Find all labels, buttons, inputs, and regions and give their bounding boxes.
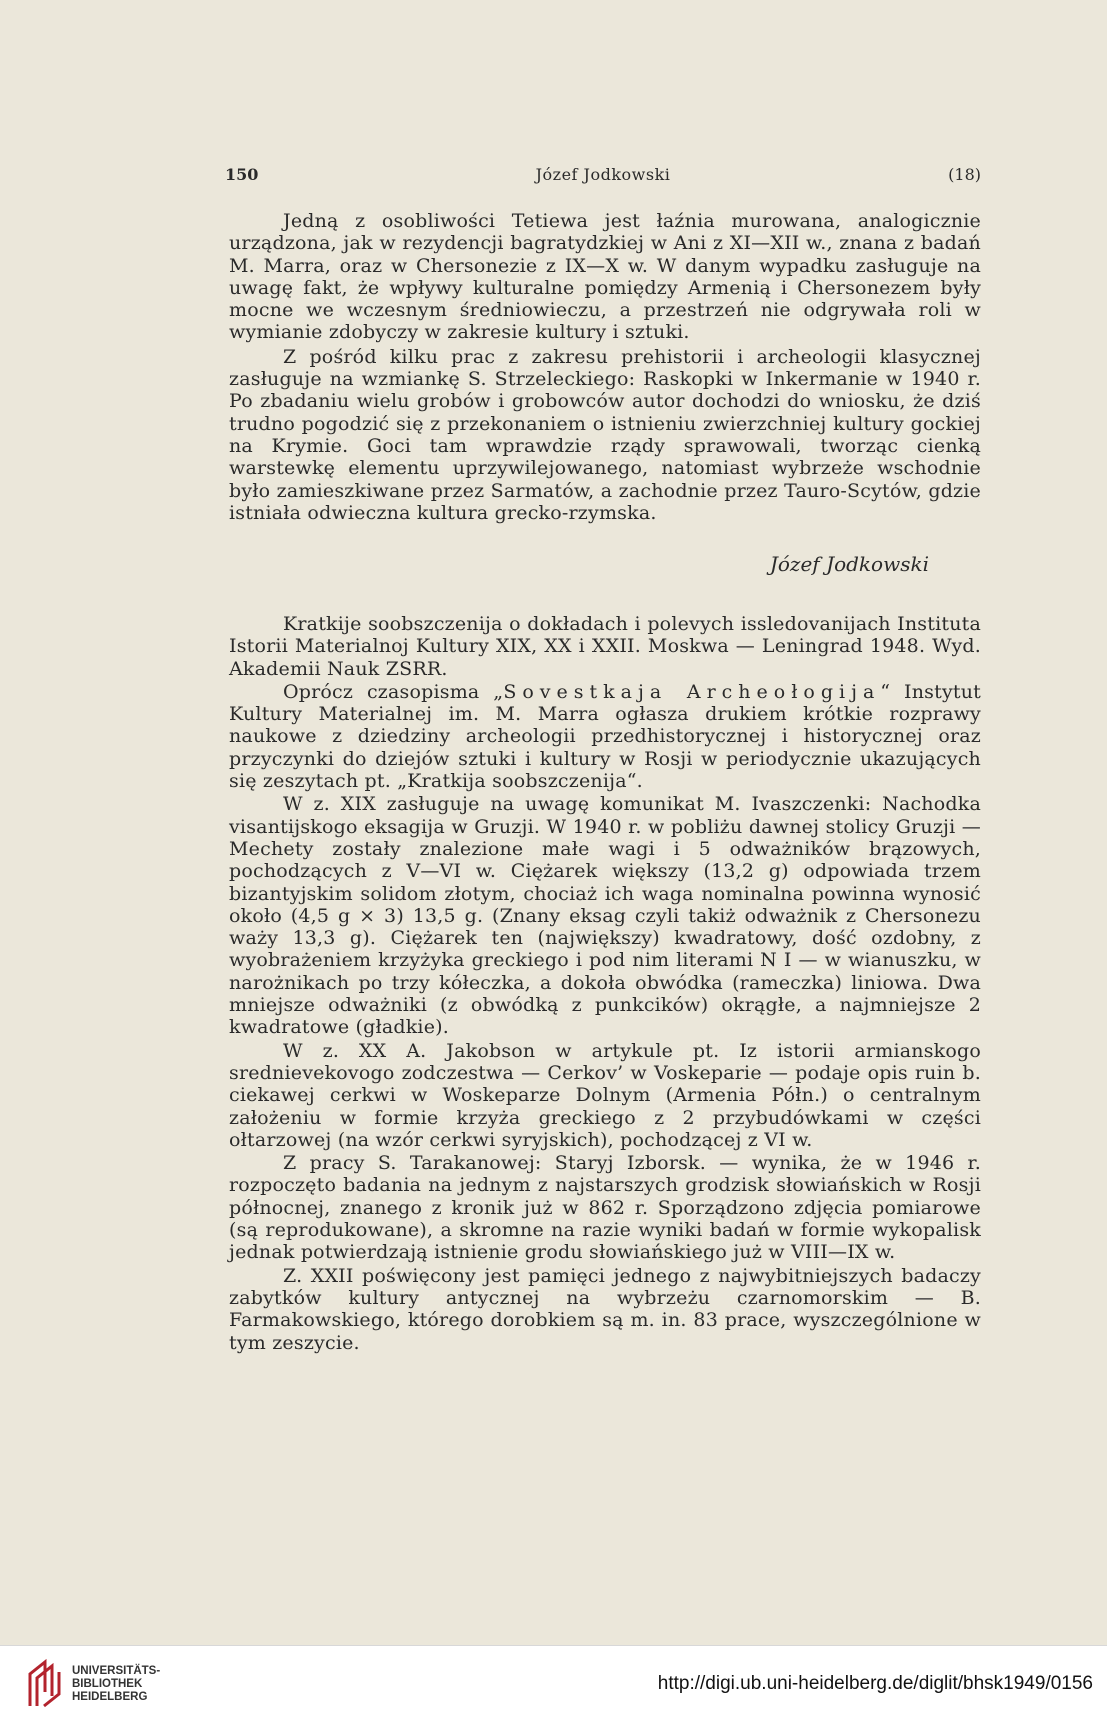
section-number: (18) (948, 165, 981, 184)
paragraph: Z pośród kilku prac z zakresu prehistorii i archeologii klasycznej zasługuje na wzmiankę S. Strzeleckiego: Raskopki w Inkermanie w 1940 r. Po zbadaniu wielu grobów i grobowców autor dochodzi do wniosku, że dziś trudno pogodzić się z przekonaniem o istnieniu zwierzchniej kultury gockiej na Krymie. Goci tam wprawdzie rządy sprawowali, tworząc cienką warstewkę elementu uprzywilejowanego, natomiast wybrzeże wschodnie było zamieszkiwane przez Sarmatów, a zachodnie przez Tauro-Scytów, gdzie istniała odwieczna kultura grecko-rzymska. (229, 345, 981, 524)
page-header (225, 165, 981, 191)
page-number: 150 (225, 165, 259, 184)
paragraph: W z. XX A. Jakobson w artykule pt. Iz istorii armianskogo srednievekovogo zodczestwa — Cerkov’ w Voskeparie — podaje opis ruin b. ciekawej cerkwi w Woskeparze Dolnym (Armenia Półn.) o centralnym założeniu w formie krzyża greckiego z 2 przybudówkami w części ołtarzowej (na wzór cerkwi syryjskich), pochodzącej z VI w. (229, 1039, 981, 1151)
paragraph: Jedną z osobliwości Tetiewa jest łaźnia murowana, analogicznie urządzona, jak w rezydencji bagratydzkiej w Ani z XI—XII w., znana z badań M. Marra, oraz w Chersonezie z IX—X w. W danym wypadku zasługuje na uwagę fakt, że wpływy kulturalne pomiędzy Armenią i Chersonezem były mocne we wczesnym średniowieczu, a przestrzeń nie odgrywała roli w wymianie zdobyczy w zakresie kultury i sztuki. (229, 210, 981, 344)
journal-title: Sovestkaja Archeołogija (503, 680, 881, 703)
library-footer (0, 1645, 1107, 1723)
paragraph (229, 681, 981, 792)
ub-heidelberg-logo-icon (26, 1658, 64, 1708)
article-kratkije-body (229, 613, 981, 1355)
library-name (72, 1665, 160, 1704)
library-name-line: UNIVERSITÄTS- (72, 1665, 161, 1677)
paragraph: Z. XXII poświęcony jest pamięci jednego z najwybitniejszych badaczy zabytków kultury antycznej na wybrzeżu czarnomorskim — B. Farmakowskiego, którego dorobkiem są m. in. 83 prace, wyszczególnione w tym zeszycie. (229, 1264, 981, 1354)
paragraph: W z. XIX zasługuje na uwagę komunikat M. Ivaszczenki: Nachodka visantijskogo eksagija w Gruzji. W 1940 r. w pobliżu dawnej stolicy Gruzji — Mechety zostały znalezione małe wagi i 5 odważników brązowych, pochodzących z V—VI w. Ciężarek większy (13,2 g) odpowiada trzem bizantyjskim solidom złotym, chociaż ich waga nominalna powinna wynosić około (4,5 g × 3) 13,5 g. (Znany eksag czyli takiż odważnik z Chersonezu waży 13,3 g). Ciężarek ten (największy) kwadratowy, dość ozdobny, z wyobrażeniem krzyżyka greckiego i pod nim literami N I — w wianuszku, w narożnikach po trzy kółeczka, a dokoła obwódka (rameczka) liniowa. Dwa mniejsze odważniki (z obwódką z punkcików) okrągłe, a najmniejsze 2 kwadratowe (gładkie). (229, 793, 981, 1039)
text-run: “ Instytut Kultury Materialnej im. M. Marra ogłasza drukiem krótkie rozprawy naukowe z dziedziny archeologii przedhistorycznej i historycznej oraz przyczynki do dziejów sztuki i kultury w Rosji w periodycznie ukazujących się zeszytach pt. „Kratkija soobszczenija“. (229, 680, 982, 793)
author-signature: Józef Jodkowski (769, 552, 929, 576)
library-name-line: BIBLIOTHEK (72, 1678, 143, 1690)
review-title-paragraph: Kratkije soobszczenija o dokładach i polevych issledovanijach Instituta Istorii Materialnoj Kultury XIX, XX i XXII. Moskwa — Leningrad 1948. Wyd. Akademii Nauk ZSRR. (229, 613, 981, 680)
running-title: Józef Jodkowski (535, 165, 671, 184)
source-url-link[interactable]: http://digi.ub.uni-heidelberg.de/diglit/bhsk1949/0156 (657, 1673, 1093, 1694)
article-jodkowski-body (229, 210, 981, 526)
paragraph: Z pracy S. Tarakanowej: Staryj Izborsk. — wynika, że w 1946 r. rozpoczęto badania na jednym z najstarszych grodzisk słowiańskich w Rosji północnej, znanego z kronik już w 862 r. Sporządzono zdjęcia pomiarowe (są reprodukowane), a skromne na razie wyniki badań w formie wykopalisk jednak potwierdzają istnienie grodu słowiańskiego już w VIII—IX w. (229, 1152, 981, 1264)
library-name-line: HEIDELBERG (72, 1691, 148, 1703)
text-run: Oprócz czasopisma „ (283, 680, 504, 703)
